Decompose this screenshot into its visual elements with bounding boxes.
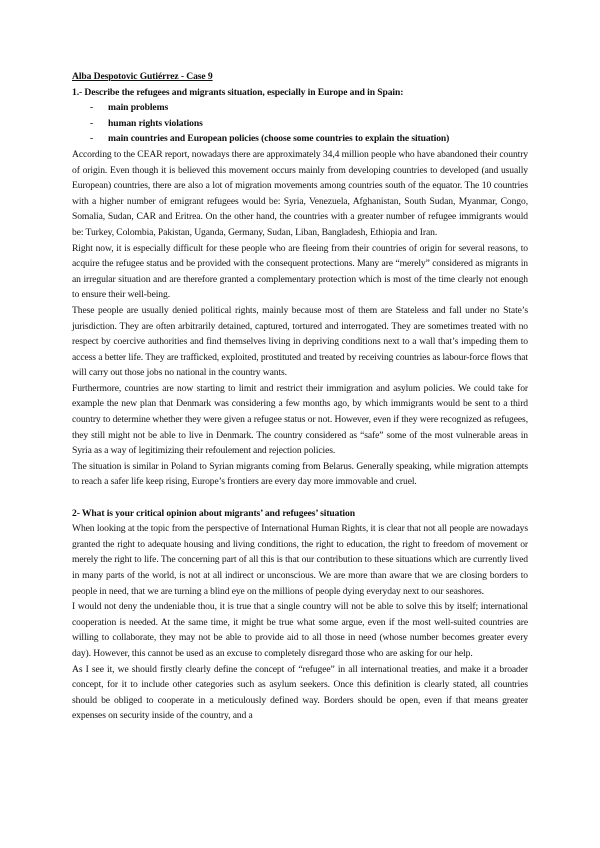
- bullet-item: - main countries and European policies (choose some countries to explain the situation): [72, 131, 528, 147]
- paragraph: According to the CEAR report, nowadays there are approximately 34,4 million people who have abandoned their country of origin. Even though it is believed this movement occurs mainly from developing countries to developed (and usually European) countries, there are also a lot of migration movements among countries south of the equator. The 10 countries with a higher number of emigrant refugees would be: Syria, Venezuela, Afghanistan, South Sudan, Myanmar, Congo, Somalia, Sudan, CAR and Eritrea. On the other hand, the countries with a greater number of refugee immigrants would be: Turkey, Colombia, Pakistan, Uganda, Germany, Sudan, Liban, Bangladesh, Ethiopia and Iran.: [72, 148, 528, 238]
- bullet-item: - main problems: [72, 100, 528, 116]
- document-page: [72, 69, 528, 724]
- bullet-item: - human rights violations: [72, 116, 528, 132]
- paragraph: Right now, it is especially difficult for these people who are fleeing from their countries of origin for several reasons, to acquire the refugee status and be provided with the consequent protections. Many are “merely” considered as migrants in an irregular situation and are therefore granted a complementary protection which is most of the time clearly not enough to ensure their well-being.: [72, 242, 528, 301]
- question-2-title: 2- What is your critical opinion about migrants’ and refugees’ situation: [72, 507, 355, 519]
- paragraph: When looking at the topic from the perspective of International Human Rights, it is clear that not all people are nowadays granted the right to adequate housing and living conditions, the right to education, the right to freedom of movement or merely the right to life. The concerning part of all this is that our contribution to these situations which are currently lived in many parts of the world, is not at all indirect or unconscious. We are more than aware that we are closing borders to people in need, that we are turning a blind eye on the millions of people dying everyday next to our seashores.: [72, 523, 528, 597]
- question-1-bullets: [72, 100, 528, 147]
- question-1-title: 1.- Describe the refugees and migrants situation, especially in Europe and in Spain:: [72, 86, 404, 98]
- author-heading: Alba Despotovic Gutiérrez - Case 9: [72, 71, 213, 82]
- paragraph: As I see it, we should firstly clearly define the concept of “refugee” in all international treaties, and make it a broader concept, for it to include other categories such as asylum seekers. Once this definition is clearly stated, all countries should be obliged to cooperate in a meticulously defined way. Borders should be open, even if that means greater expenses on security inside of the country, and a: [72, 663, 528, 722]
- paragraph: These people are usually denied political rights, mainly because most of them are Stateless and fall under no State’s jurisdiction. They are often arbitrarily detained, captured, tortured and interrogated. They are sometimes treated with no respect by coercive authorities and find themselves living in depriving conditions next to a wall that’s impeding them to access a better life. They are trafficked, exploited, prostituted and treated by receiving countries as labour-force flows that will carry out those jobs no national in the country wants.: [72, 304, 528, 379]
- paragraph: Furthermore, countries are now starting to limit and restrict their immigration and asylum policies. We could take for example the new plan that Denmark was considering a few months ago, by which immigrants would be sent to a third country to determine whether they were given a refugee status or not. However, even if they were recognized as refugees, they still might not be able to live in Denmark. The country considered as “safe” some of the most vulnerable areas in Syria as a way of legitimizing their refoulement and rejection policies.: [72, 382, 528, 457]
- paragraph: I would not deny the undeniable thou, it is true that a single country will not be able to solve this by itself; international cooperation is needed. At the same time, it might be true what some argue, even if the most well-suited countries are willing to collaborate, they may not be able to provide aid to all those in need (whose number becomes greater every day). However, this cannot be used as an excuse to completely disregard those who are asking for our help.: [72, 601, 528, 659]
- paragraph: The situation is similar in Poland to Syrian migrants coming from Belarus. Generally speaking, while migration attempts to reach a safer life keep rising, Europe’s frontiers are every day more immovable and cruel.: [72, 460, 528, 488]
- section-spacer: [72, 490, 528, 506]
